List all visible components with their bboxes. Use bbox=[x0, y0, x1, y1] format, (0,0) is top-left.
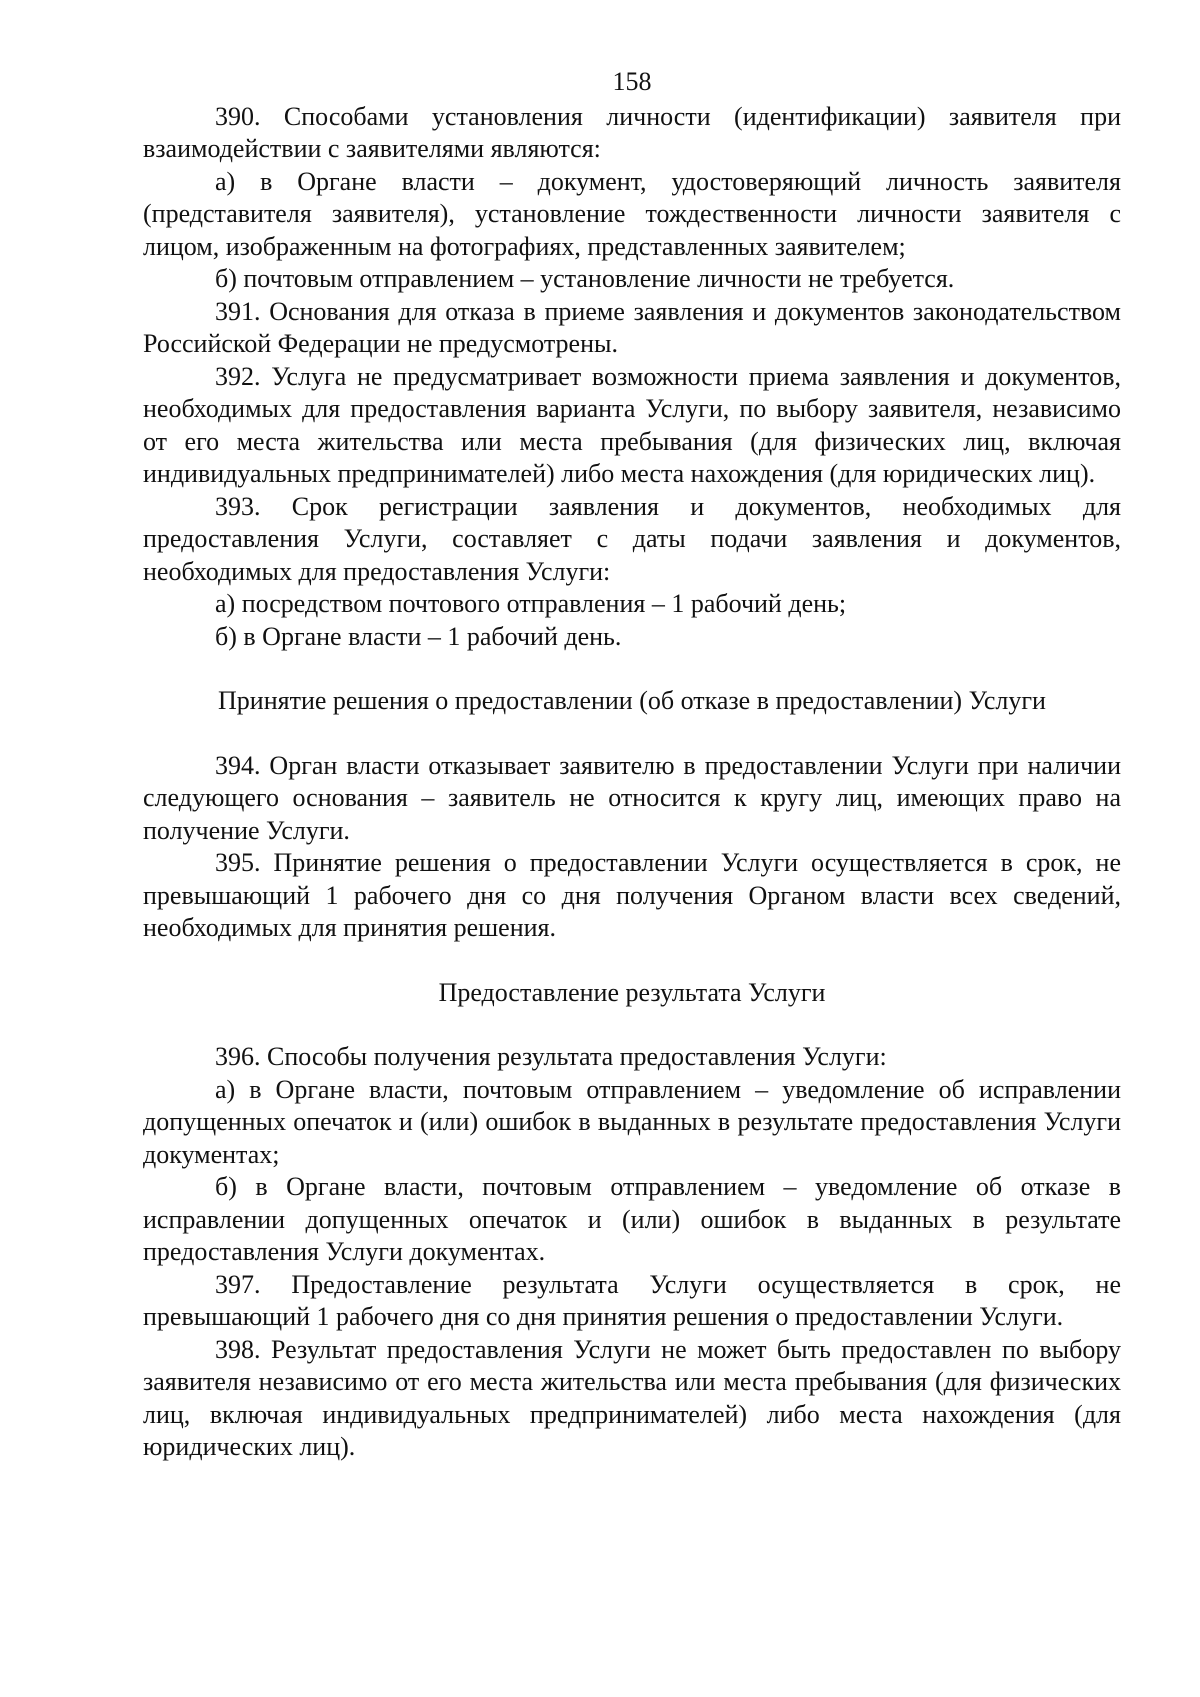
paragraph-396-a: а) в Органе власти, почтовым отправлением – уведомление об исправлении допущенных опечаток и (или) ошибок в выданных в результате предоставления Услуги документах; bbox=[143, 1074, 1121, 1169]
paragraph-392: 392. Услуга не предусматривает возможности приема заявления и документов, необходимых для предоставления варианта Услуги, по выбору заявителя, независимо от его места жительства или места пребывания (для физических лиц, включая индивидуальных предпринимателей) либо места нахождения (для юридических лиц). bbox=[143, 361, 1121, 488]
paragraph-396: 396. Способы получения результата предоставления Услуги: bbox=[215, 1042, 887, 1071]
paragraph-393: 393. Срок регистрации заявления и документов, необходимых для предоставления Услуги, составляет с даты подачи заявления и документов, необходимых для предоставления Услуги: bbox=[143, 491, 1121, 586]
paragraph-395: 395. Принятие решения о предоставлении Услуги осуществляется в срок, не превышающий 1 рабочего дня со дня получения Органом власти всех сведений, необходимых для принятия решения. bbox=[143, 848, 1121, 942]
paragraph-398: 398. Результат предоставления Услуги не может быть предоставлен по выбору заявителя независимо от его места жительства или места пребывания (для физических лиц, включая индивидуальных предпринимателей) либо места нахождения (для юридических лиц). bbox=[143, 1334, 1121, 1461]
section-heading-result: Предоставление результата Услуги bbox=[438, 977, 826, 1007]
paragraph-390: 390. Способами установления личности (идентификации) заявителя при взаимодействии с заявителями являются: bbox=[143, 101, 1121, 163]
paragraph-397: 397. Предоставление результата Услуги осуществляется в срок, не превышающий 1 рабочего дня со дня принятия решения о предоставлении Услуги. bbox=[143, 1269, 1121, 1331]
section-heading-decision: Принятие решения о предоставлении (об отказе в предоставлении) Услуги bbox=[218, 686, 1046, 715]
paragraph-390-b: б) почтовым отправлением – установление личности не требуется. bbox=[215, 264, 955, 293]
paragraph-393-b: б) в Органе власти – 1 рабочий день. bbox=[215, 621, 622, 651]
page-number: 158 bbox=[612, 67, 652, 96]
paragraph-391: 391. Основания для отказа в приеме заявления и документов законодательством Российской Федерации не предусмотрены. bbox=[143, 296, 1121, 358]
paragraph-393-a: а) посредством почтового отправления – 1 рабочий день; bbox=[215, 589, 847, 618]
paragraph-394: 394. Орган власти отказывает заявителю в предоставлении Услуги при наличии следующего основания – заявитель не относится к кругу лиц, имеющих право на получение Услуги. bbox=[143, 750, 1121, 845]
document-page bbox=[143, 66, 1121, 1464]
paragraph-396-b: б) в Органе власти, почтовым отправлением – уведомление об отказе в исправлении допущенных опечаток и (или) ошибок в выданных в результате предоставления Услуги документах. bbox=[143, 1172, 1121, 1266]
paragraph-390-a: а) в Органе власти – документ, удостоверяющий личность заявителя (представителя заявителя), установление тождественности личности заявителя с лицом, изображенным на фотографиях, представленных заявителем; bbox=[143, 166, 1121, 261]
